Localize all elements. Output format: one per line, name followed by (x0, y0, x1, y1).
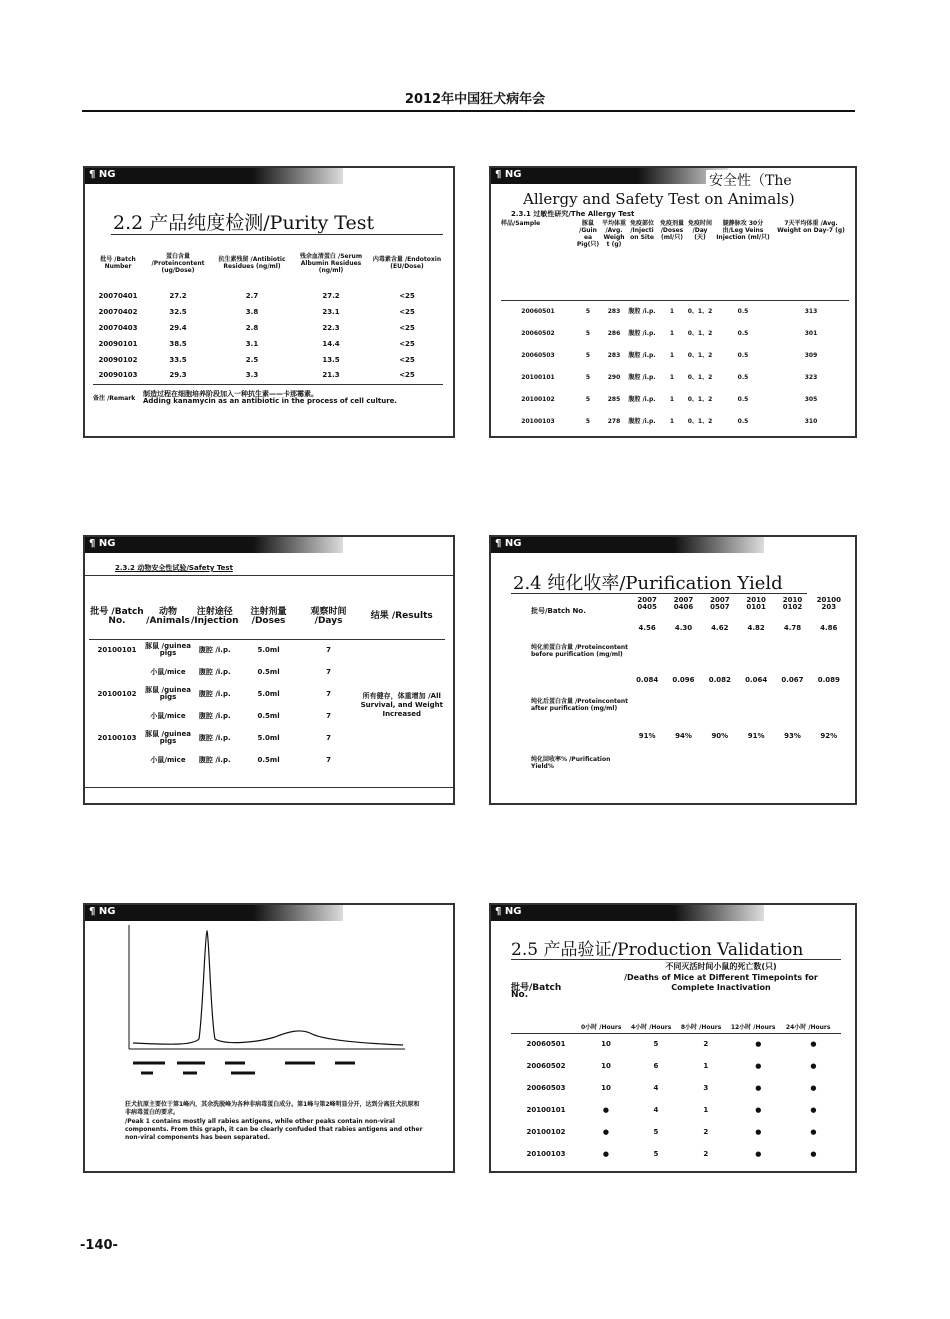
yield-value: 0.096 (672, 676, 695, 684)
yield-value: 0.089 (817, 676, 840, 684)
table-row: 20100101 豚鼠 /guinea pigs 腹腔 /i.p. 5.0ml 7 所有健存，体重增加 /All Survival, and Weight Increased (89, 639, 445, 661)
slide-purification-yield (489, 535, 857, 805)
safety-table: 批号 /Batch No. 动物 /Animals 注射途径 /Injection 注射剂量 /Doses 观察时间 /Days 结果 /Results 20100101 豚鼠 /guinea pigs 腹腔 /i.p. 5.0ml 7 所有健存，体重增加 /All Survival, and Weight Increased 小鼠/mice 腹腔 /i.p. 0.5ml 7 20100102 豚鼠 /guinea pigs 腹腔 /i.p. 5.0ml 7 小鼠/mice 腹腔 /i.p. 0.5ml 7 20100103 豚鼠 /guinea pigs 腹腔 /i.p. 5.0ml 7 小鼠/mice 腹腔 /i.p. 0.5ml 7 (89, 595, 445, 771)
table-row: 20100103 ● 5 2 ● ● (526, 1149, 817, 1158)
yield-value: 92% (820, 732, 838, 740)
yield-value: 4.78 (783, 624, 802, 632)
yield-value: 93% (784, 732, 801, 740)
table-row: 20100103 豚鼠 /guinea pigs 腹腔 /i.p. 5.0ml 7 (97, 730, 331, 745)
yield-value: 4.86 (820, 624, 838, 632)
slide-chromatogram (83, 903, 455, 1173)
slide-production-validation: ¶ NG 2.5 产品验证/Production Validation 不同灭活时间小鼠的死亡数(只) /Deaths of Mice at Different Timepoints for Complete Inactivation 批号/Batch No. 0小时 /Hours 4小时 /Hours 8小时 /Hours 12小时 /Hours 24小时 /Hours 20060501 10 5 2 ● ● 20060502 10 6 1 ● ● 20060503 10 4 3 ● ● 20100101 ● 4 1 ● ● 20100102 ● 5 2 ● ● 20100103 ● 5 2 ● ● (489, 903, 857, 1173)
yield-value: 90% (711, 732, 729, 740)
allergy-table: 样品/Sample 豚鼠 /Guin ea Pig(只) 平均体重 /Avg. Weigh t (g) 免疫部位 /Injecti on Site 免疫剂量 /Doses (ml/只) 免疫时间 /Day (天) 腿静脉攻 30分 由/Leg Veins Injection (ml/只) 7天平均体重 /Avg. Weight on Day-7 (g) 20060501 5 283 腹腔 /i.p. 1 0、1、2 0.5 313 20060502 5 286 腹腔 /i.p. 1 0、1、2 0.5 301 20060503 5 283 腹腔 /i.p. 1 0、1、2 0.5 309 20100101 5 290 腹腔 /i.p. 1 0、1、2 0.5 323 20100102 5 285 腹腔 /i.p. 1 0、1、2 0.5 305 20100103 5 278 腹腔 /i.p. 1 0、1、2 0.5 310 (501, 220, 849, 432)
slide-banner: ¶ NG (85, 905, 453, 921)
table-row: 20100103 5 278 腹腔 /i.p. 1 0、1、2 0.5 310 (521, 417, 818, 425)
table-row: 20090102 33.5 2.5 13.5 <25 (98, 355, 415, 364)
yield-value: 2010 0101 (746, 596, 766, 611)
slide-banner: ¶ NG (85, 168, 453, 184)
yield-value: 94% (675, 732, 692, 740)
yield-value: 4.62 (711, 624, 729, 632)
table-row: 20060501 10 5 2 ● ● (526, 1039, 817, 1048)
yield-value: 2007 0406 (673, 596, 694, 611)
purity-table: 批号 /Batch Number 蛋白含量 /Proteincontent (ug/Dose) 抗生素残留 /Antibiotic Residues (ng/ml) 残余血清蛋白 /Serum Albumin Residues (ng/ml) 内毒素含量 /Endotoxin (EU/Dose) 20070401 27.2 2.7 27.2 <25 20070402 32.5 3.8 23.1 <25 20070403 29.4 2.8 22.3 <25 20090101 38.5 3.1 14.4 <25 20090102 33.5 2.5 13.5 <25 20090103 29.3 3.3 21.3 <25 备注 /Remark 制造过程在细胞培养阶段加入一种抗生素——卡那霉素。 Adding kanamycin as an antibiotic in the process of cell culture. (93, 238, 443, 412)
yield-value: 20100 203 (816, 596, 841, 611)
table-row: 20100102 豚鼠 /guinea pigs 腹腔 /i.p. 5.0ml 7 (97, 686, 331, 701)
table-row: 20100101 5 290 腹腔 /i.p. 1 0、1、2 0.5 323 (521, 373, 818, 381)
yield-value: 0.064 (745, 676, 768, 684)
header-rule (82, 110, 855, 112)
yield-value: 4.82 (747, 624, 765, 632)
yield-value: 91% (747, 732, 765, 740)
slide-safety-test (83, 535, 455, 805)
slide-banner: ¶ NG (491, 168, 855, 184)
slide-banner: ¶ NG (491, 905, 855, 921)
slide-title: Allergy and Safety Test on Animals) (523, 190, 795, 208)
yield-value: 4.56 (638, 624, 656, 632)
yield-value: 91% (638, 732, 656, 740)
slide-banner: ¶ NG (85, 537, 453, 553)
chromatogram-caption-en: /Peak 1 contains mostly all rabies antigens, while other peaks contain non-viral components. From this graph, it can be clearly confuded that rabies antigens and other non-viral components has been separated. (125, 1118, 423, 1141)
table-row: 20060503 5 283 腹腔 /i.p. 1 0、1、2 0.5 309 (521, 351, 818, 359)
table-row: 20090101 38.5 3.1 14.4 <25 (98, 339, 415, 348)
table-row: 20060503 10 4 3 ● ● (526, 1083, 817, 1092)
safety-result: 所有健存，体重增加 /All Survival, and Weight Increased (360, 691, 443, 718)
yield-value: 2007 0405 (637, 596, 657, 611)
table-row: 小鼠/mice 腹腔 /i.p. 0.5ml 7 (150, 755, 331, 764)
chromatogram-plot (85, 921, 453, 1101)
table-row: 20100101 ● 4 1 ● ● (526, 1105, 817, 1114)
table-row: 20100102 5 285 腹腔 /i.p. 1 0、1、2 0.5 305 (521, 395, 818, 403)
page-header: 2012年中国狂犬病年会 (404, 92, 546, 107)
yield-value: 4.30 (674, 624, 693, 632)
slide-title: 2.4 纯化收率/Purification Yield (513, 573, 783, 594)
validation-table: 批号/Batch No. 0小时 /Hours 4小时 /Hours 8小时 /Hours 12小时 /Hours 24小时 /Hours 20060501 10 5 2 ● ● 20060502 10 6 1 ● ● 20060503 10 4 3 ● ● 20100101 ● 4 1 ● ● 20100102 ● 5 2 ● ● 20100103 ● 5 2 ● ● (511, 975, 841, 1165)
chromatogram-caption-cn: 狂犬抗原主要位于第1峰内，其余洗脱峰为各种非病毒蛋白成分。第1峰与第2峰明显分开，达到分离狂犬抗原和非病毒蛋白的要求。 (125, 1101, 420, 1116)
table-row: 20100102 ● 5 2 ● ● (526, 1127, 817, 1136)
slide-allergy-test: ¶ NG 安全性（The Allergy and Safety Test on Animals) 2.3.1 过敏性研究/The Allergy Test 样品/Sample 豚鼠 /Guin ea Pig(只) 平均体重 /Avg. Weigh t (g) 免疫部位 /Injecti on Site 免疫剂量 /Doses (ml/只) 免疫时间 /Day (天) 腿静脉攻 30分 由/Leg Veins Injection (ml/只) 7天平均体重 /Avg. Weight on Day-7 (g) 20060501 5 283 腹腔 /i.p. 1 0、1、2 0.5 313 20060502 5 286 腹腔 /i.p. 1 0、1、2 0.5 301 20060503 5 283 腹腔 /i.p. 1 0、1、2 0.5 309 20100101 5 290 腹腔 /i.p. 1 0、1、2 0.5 323 20100102 5 285 腹腔 /i.p. 1 0、1、2 0.5 305 20100103 5 278 腹腔 /i.p. 1 0、1、2 0.5 310 (489, 166, 857, 438)
yield-value: 2007 0507 (710, 596, 730, 611)
slide-subtitle: 2.3.2 动物安全性试验/Safety Test (115, 564, 233, 572)
table-row: 20070402 32.5 3.8 23.1 <25 (98, 307, 415, 316)
table-row: 小鼠/mice 腹腔 /i.p. 0.5ml 7 (150, 667, 331, 676)
slide-banner: ¶ NG (491, 537, 855, 553)
table-row: 20070403 29.4 2.8 22.3 <25 (98, 323, 415, 332)
table-row: 20070401 27.2 2.7 27.2 <25 (98, 291, 415, 300)
table-row: 20090103 29.3 3.3 21.3 <25 (98, 371, 415, 380)
yield-value: 0.067 (781, 676, 804, 684)
table-row: 20060502 5 286 腹腔 /i.p. 1 0、1、2 0.5 301 (521, 329, 818, 337)
slide-title: 2.5 产品验证/Production Validation (511, 940, 804, 960)
yield-value: 0.082 (708, 676, 731, 684)
table-row: 20060502 10 6 1 ● ● (526, 1061, 817, 1070)
yield-value: 2010 0102 (782, 596, 803, 611)
table-row: 20060501 5 283 腹腔 /i.p. 1 0、1、2 0.5 313 (521, 307, 818, 315)
slide-purity-test (83, 166, 455, 438)
yield-value: 0.084 (636, 676, 659, 684)
yield-table: 批号/Batch No. 2007 0405 2007 0406 2007 0507 2010 0101 2010 0102 20100 203 纯化前蛋白含量 /Proteincontent before purification (mg/ml) 4.56 4.30 4.62 4.82 4.78 4.86 纯化后蛋白含量 /Proteincontent after purification (mg/ml) 0.084 0.096 0.082 0.064 0.067 0.089 纯化回收率% /Purification Yield% 91% 94% 90% 91% 93% 92% (531, 597, 847, 793)
page-number: -140- (80, 1238, 118, 1253)
slide-title: 2.2 产品纯度检测/Purity Test (113, 212, 375, 234)
table-row: 小鼠/mice 腹腔 /i.p. 0.5ml 7 (150, 711, 331, 720)
